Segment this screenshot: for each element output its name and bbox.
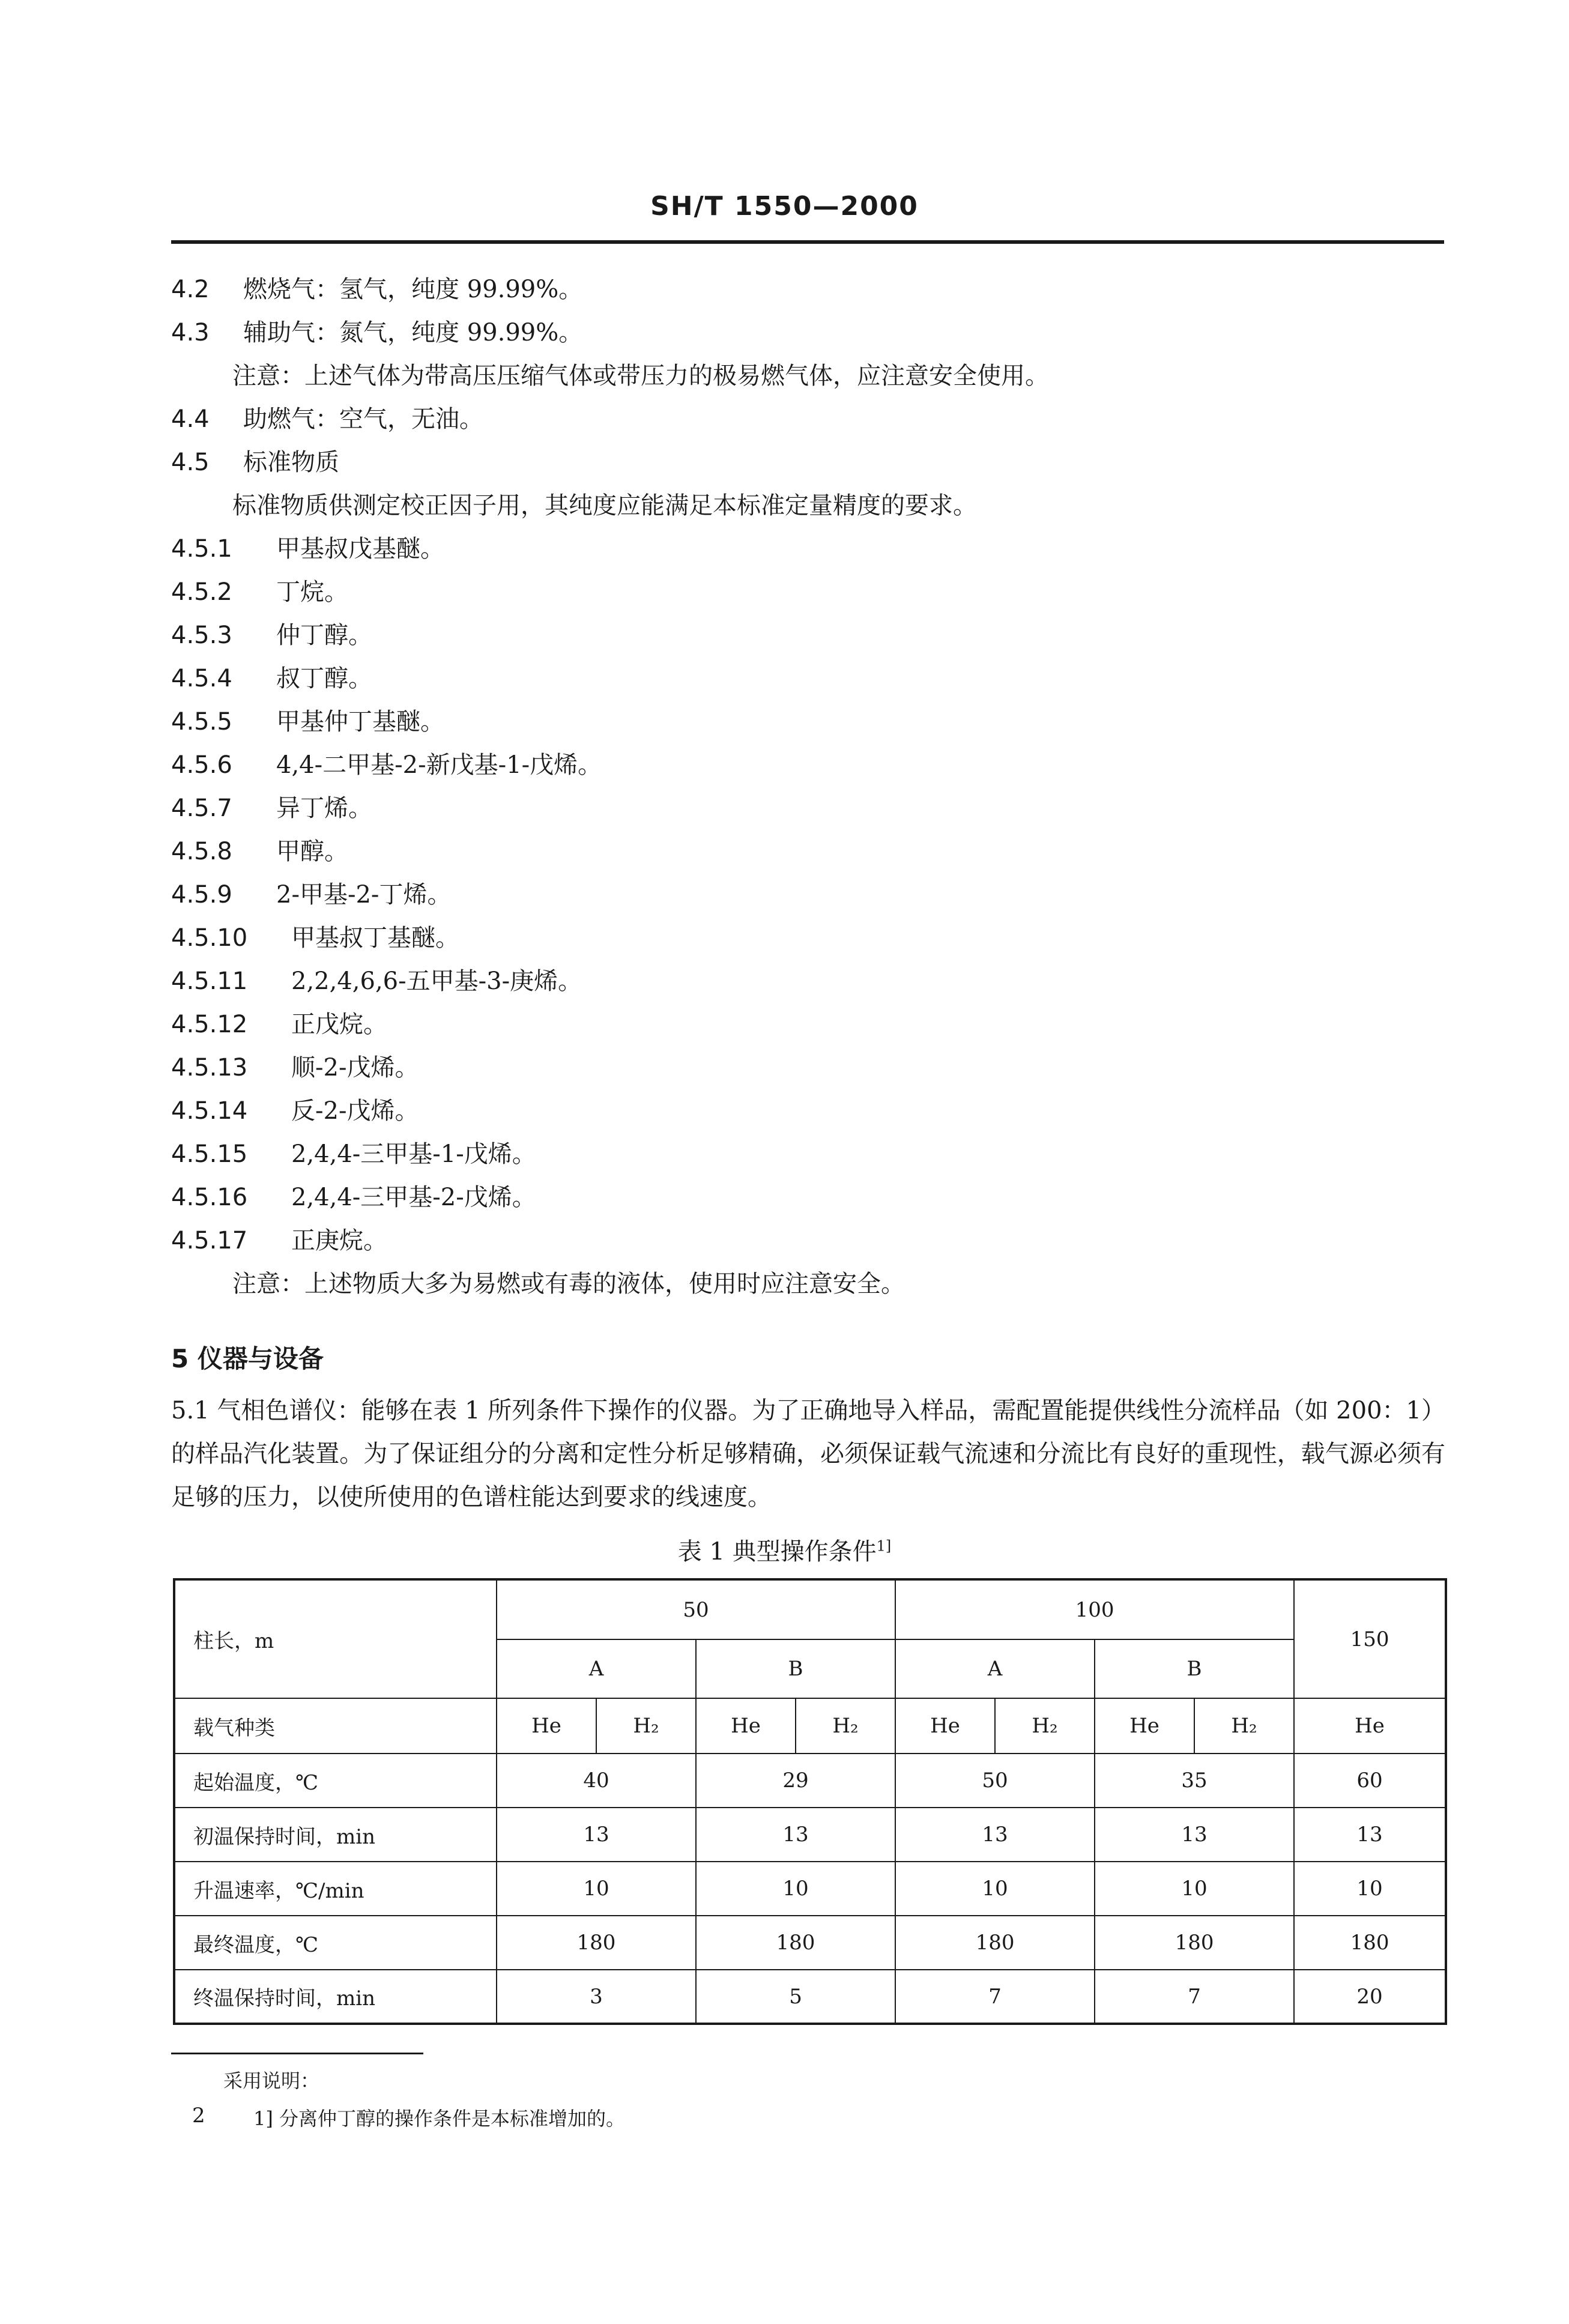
item-text: 辅助气：氮气，纯度 99.99%。	[243, 319, 583, 346]
header-cell: 柱长，m	[174, 1579, 497, 1698]
item-number: 4.5.14	[171, 1097, 248, 1125]
item-number: 4.5.4	[171, 665, 232, 692]
table-cell: He	[696, 1698, 796, 1754]
table-cell: 7	[895, 1970, 1095, 2024]
table-cell: 13	[497, 1808, 696, 1862]
header-cell: 100	[895, 1579, 1294, 1639]
row-label: 载气种类	[174, 1698, 497, 1754]
list-item	[171, 921, 459, 955]
item-text: 丁烷。	[276, 578, 348, 606]
list-item	[171, 705, 444, 739]
table-cell: 3	[497, 1970, 696, 2024]
item-text: 仲丁醇。	[276, 622, 372, 649]
list-item	[171, 1181, 536, 1214]
table-cell: He	[895, 1698, 995, 1754]
item-text: 2,4,4-三甲基-1-戊烯。	[291, 1140, 536, 1168]
paragraph-5-1: 5.1 气相色谱仪：能够在表 1 所列条件下操作的仪器。为了正确地导入样品，需配置能提供线性分流样品（如 200：1）的样品汽化装置。为了保证组分的分离和定性分析足够精确，必须保证载气流速和分流比有良好的重现性，载气源必须有足够的压力，以使所使用的色谱柱能达到要求的线速度。	[171, 1397, 1445, 1511]
item-text: 助燃气：空气，无油。	[243, 405, 483, 433]
footnote-text: 1] 分离仲丁醇的操作条件是本标准增加的。	[253, 2107, 626, 2130]
list-item	[171, 316, 582, 350]
item-text: 正庚烷。	[291, 1227, 387, 1254]
table-cell: 180	[696, 1916, 895, 1970]
item-text: 2,4,4-三甲基-2-戊烯。	[291, 1184, 536, 1211]
table-cell: H₂	[995, 1698, 1095, 1754]
table-cell: 10	[497, 1862, 696, 1916]
item-number: 4.5.15	[171, 1140, 248, 1168]
table-cell: 35	[1095, 1754, 1294, 1808]
table-cell: 10	[1294, 1862, 1446, 1916]
item-number: 4.5.12	[171, 1011, 248, 1038]
item-number: 4.5	[171, 449, 210, 476]
caption-text: 表 1 典型操作条件	[677, 1538, 877, 1566]
item-text: 4,4-二甲基-2-新戊基-1-戊烯。	[276, 751, 602, 779]
table-cell: H₂	[1194, 1698, 1294, 1754]
item-number: 4.5.3	[171, 622, 232, 649]
item-number: 4.5.16	[171, 1184, 248, 1211]
item-number: 4.2	[171, 276, 210, 303]
item-number: 4.5.1	[171, 535, 232, 563]
list-item	[171, 575, 348, 609]
table-cell: 10	[1095, 1862, 1294, 1916]
row-label: 终温保持时间，min	[174, 1970, 497, 2024]
item-number: 4.5.5	[171, 708, 232, 736]
item-text: 甲基叔丁基醚。	[291, 924, 459, 952]
table-cell: 50	[895, 1754, 1095, 1808]
table-cell: 10	[696, 1862, 895, 1916]
table-cell: 29	[696, 1754, 895, 1808]
caption-footnote-mark: 1]	[876, 1537, 892, 1555]
list-item	[171, 532, 444, 566]
list-item	[171, 273, 582, 306]
row-label: 升温速率，℃/min	[174, 1862, 497, 1916]
list-item	[171, 791, 372, 825]
table-cell: 180	[1294, 1916, 1446, 1970]
item-number: 4.5.7	[171, 794, 232, 822]
list-item	[171, 402, 483, 436]
item-text: 燃烧气：氢气，纯度 99.99%。	[243, 276, 583, 303]
list-item	[171, 1008, 387, 1041]
table-cell: He	[1095, 1698, 1194, 1754]
list-item	[171, 446, 339, 479]
safety-note: 注意：上述气体为带高压压缩气体或带压力的极易燃气体，应注意安全使用。	[232, 362, 1049, 390]
item-number: 4.5.11	[171, 967, 248, 995]
footnote-heading: 采用说明：	[223, 2069, 320, 2092]
table-cell: 20	[1294, 1970, 1446, 2024]
item-text: 标准物质	[243, 449, 339, 476]
item-text: 顺-2-戊烯。	[291, 1054, 419, 1082]
table-cell: 13	[895, 1808, 1095, 1862]
header-rule	[171, 240, 1444, 244]
operating-conditions-table	[173, 1578, 1447, 2025]
item-text: 2-甲基-2-丁烯。	[276, 881, 452, 909]
item-text: 正戊烷。	[291, 1011, 387, 1038]
footnote-rule	[171, 2053, 423, 2054]
table-cell: He	[1294, 1698, 1446, 1754]
list-item	[171, 964, 582, 998]
list-item	[171, 1224, 387, 1257]
row-label: 初温保持时间，min	[174, 1808, 497, 1862]
item-text: 叔丁醇。	[276, 665, 372, 692]
table-cell: 13	[1294, 1808, 1446, 1862]
table-cell: 13	[1095, 1808, 1294, 1862]
table-row	[174, 1970, 1446, 2024]
item-number: 4.5.17	[171, 1227, 248, 1254]
table-row	[174, 1579, 1446, 1639]
list-item	[171, 1051, 419, 1085]
table-cell: 60	[1294, 1754, 1446, 1808]
table-cell: 180	[895, 1916, 1095, 1970]
table-cell: 180	[497, 1916, 696, 1970]
table-cell: 10	[895, 1862, 1095, 1916]
table-row	[174, 1754, 1446, 1808]
item-text: 甲基仲丁基醚。	[276, 708, 444, 736]
page-number: 2	[192, 2104, 205, 2128]
table-cell: 5	[696, 1970, 895, 2024]
header-cell: 50	[497, 1579, 895, 1639]
list-item	[171, 662, 372, 695]
table-cell: 180	[1095, 1916, 1294, 1970]
header-cell: A	[895, 1639, 1095, 1698]
item-text: 反-2-戊烯。	[291, 1097, 419, 1125]
table-row	[174, 1698, 1446, 1754]
item-number: 4.5.2	[171, 578, 232, 606]
item-text: 甲基叔戊基醚。	[276, 535, 444, 563]
item-text: 甲醇。	[276, 838, 348, 865]
table-row	[174, 1808, 1446, 1862]
table-cell: H₂	[796, 1698, 895, 1754]
list-item	[171, 619, 372, 652]
table-caption	[0, 1533, 1569, 1567]
item-text: 2,2,4,6,6-五甲基-3-庚烯。	[291, 967, 582, 995]
table-cell: 7	[1095, 1970, 1294, 2024]
item-number: 4.5.8	[171, 838, 232, 865]
item-number: 4.5.6	[171, 751, 232, 779]
header-cell: A	[497, 1639, 696, 1698]
item-number: 4.5.9	[171, 881, 232, 909]
item-number: 4.5.10	[171, 924, 248, 952]
item-number: 4.5.13	[171, 1054, 248, 1082]
header-cell: 150	[1294, 1579, 1446, 1698]
item-text: 异丁烯。	[276, 794, 372, 822]
standard-description: 标准物质供测定校正因子用，其纯度应能满足本标准定量精度的要求。	[232, 492, 977, 519]
header-cell: B	[696, 1639, 895, 1698]
safety-note: 注意：上述物质大多为易燃或有毒的液体，使用时应注意安全。	[232, 1270, 905, 1298]
item-number: 4.4	[171, 405, 210, 433]
section-title: 5 仪器与设备	[171, 1344, 324, 1373]
item-number: 4.3	[171, 319, 210, 346]
table-row	[174, 1862, 1446, 1916]
list-item	[171, 748, 602, 782]
header-cell: B	[1095, 1639, 1294, 1698]
document-header: SH/T 1550—2000	[650, 191, 919, 222]
table-cell: He	[497, 1698, 596, 1754]
row-label: 最终温度，℃	[174, 1916, 497, 1970]
table-cell: 40	[497, 1754, 696, 1808]
list-item	[171, 1137, 536, 1171]
list-item	[171, 878, 451, 912]
table-row	[174, 1916, 1446, 1970]
table-cell: H₂	[596, 1698, 696, 1754]
row-label: 起始温度，℃	[174, 1754, 497, 1808]
list-item	[171, 1094, 419, 1128]
table-cell: 13	[696, 1808, 895, 1862]
list-item	[171, 835, 348, 868]
